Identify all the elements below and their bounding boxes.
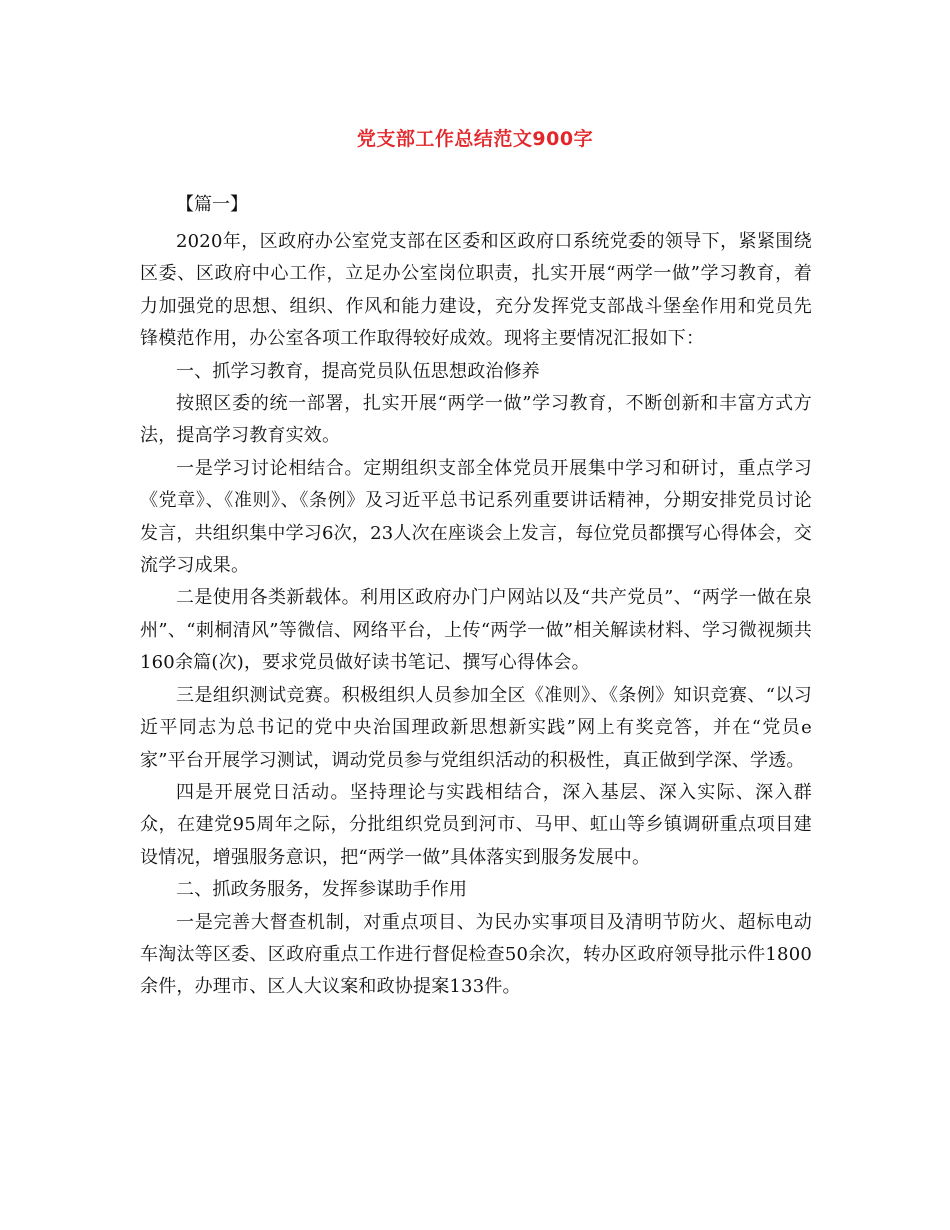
- heading-section-1: 一、抓学习教育，提高党员队伍思想政治修养: [176, 360, 540, 382]
- paragraph-intro: 2020年，区政府办公室党支部在区委和区政府口系统党委的领导下，紧紧围绕区委、区政府中心工作，立足办公室岗位职责，扎实开展“两学一做”学习教育，着力加强党的思想、组织、作风和能力建设，充分发挥党支部战斗堡垒作用和党员先锋模范作用，办公室各项工作取得较好成效。现将主要情况汇报如下：: [140, 231, 812, 350]
- paragraph-item-4: 四是开展党日活动。坚持理论与实践相结合，深入基层、深入实际、深入群众，在建党95周年之际，分批组织党员到河市、马甲、虹山等乡镇调研重点项目建设情况，增强服务意识，把“两学一做”具体落实到服务发展中。: [140, 781, 812, 868]
- document-body: [140, 226, 812, 1004]
- section-label: 【篇一】: [176, 194, 248, 215]
- paragraph-item-2: 二是使用各类新载体。利用区政府办门户网站以及“共产党员”、“两学一做在泉州”、“刺桐清风”等微信、网络平台，上传“两学一做”相关解读材料、学习微视频共160余篇(次)，要求党员做好读书笔记、撰写心得体会。: [140, 587, 812, 674]
- paragraph-item-3: 三是组织测试竞赛。积极组织人员参加全区《准则》、《条例》知识竞赛、“以习近平同志为总书记的党中央治国理政新思想新实践”网上有奖竞答，并在“党员e家”平台开展学习测试，调动党员参与党组织活动的积极性，真正做到学深、学透。: [140, 684, 812, 771]
- paragraph-section-1-summary: 按照区委的统一部署，扎实开展“两学一做”学习教育，不断创新和丰富方式方法，提高学习教育实效。: [140, 393, 812, 447]
- paragraph-section-2-item-1: 一是完善大督查机制，对重点项目、为民办实事项目及清明节防火、超标电动车淘汰等区委、区政府重点工作进行督促检查50余次，转办区政府领导批示件1800余件，办理市、区人大议案和政协提案133件。: [140, 911, 812, 998]
- document-title: 党支部工作总结范文900字: [356, 128, 594, 150]
- heading-section-2: 二、抓政务服务，发挥参谋助手作用: [176, 879, 468, 901]
- paragraph-item-1: 一是学习讨论相结合。定期组织支部全体党员开展集中学习和研讨，重点学习《党章》、《准则》、《条例》及习近平总书记系列重要讲话精神，分期安排党员讨论发言，共组织集中学习6次，23人次在座谈会上发言，每位党员都撰写心得体会，交流学习成果。: [140, 457, 812, 577]
